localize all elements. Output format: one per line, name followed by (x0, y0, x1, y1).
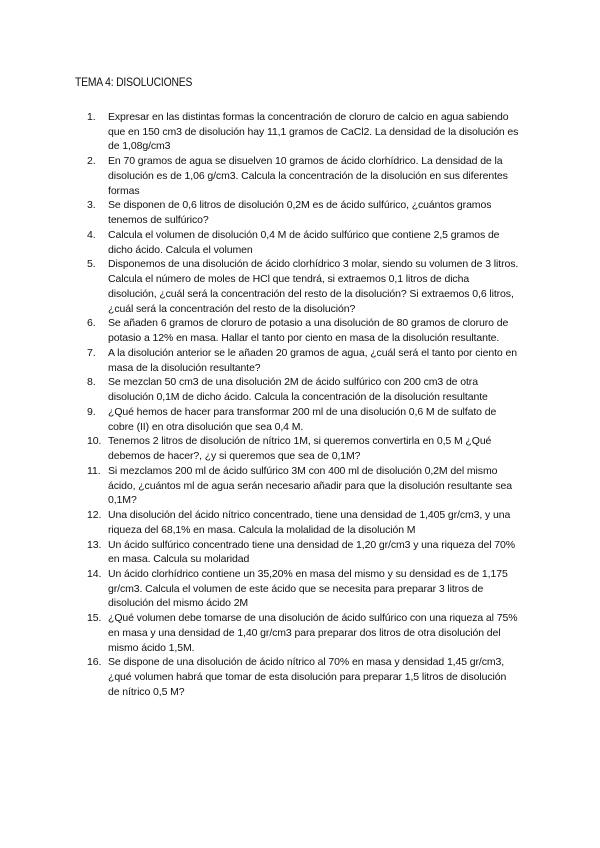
item-number: 14. (87, 568, 102, 581)
item-text: Si mezclamos 200 ml de ácido sulfúrico 3M con 400 ml de disolución 0,2M del mismo ácido, ¿cuántos ml de agua serán necesario añadir para que la disolución resultante sea 0,1M? (108, 464, 512, 507)
item-number: 8. (87, 376, 96, 389)
item-text: Un ácido sulfúrico concentrado tiene una densidad de 1,20 gr/cm3 y una riqueza del 70% en masa. Calcula su molaridad (108, 538, 516, 566)
item-number: 16. (87, 656, 102, 669)
list-item (87, 375, 519, 404)
item-number: 10. (87, 435, 102, 448)
list-item (87, 508, 519, 537)
list-item (87, 538, 519, 567)
list-item (87, 405, 519, 434)
item-text: Disponemos de una disolución de ácido clorhídrico 3 molar, siendo su volumen de 3 litros. Calcula el número de moles de HCl que tendrá, si extraemos 0,1 litros de dicha disolución, ¿cuál será la concentración del resto de la disolución? Si extraemos 0,6 litros, ¿cuál será la concentración del resto de la disolución? (108, 258, 519, 315)
item-text: Se disponen de 0,6 litros de disolución 0,2M es de ácido sulfúrico, ¿cuántos gramos tenemos de sulfúrico? (108, 199, 492, 227)
item-text: ¿Qué hemos de hacer para transformar 200 ml de una disolución 0,6 M de sulfato de cobre (II) en otra disolución que sea 0,4 M. (108, 405, 497, 433)
item-text: Una disolución del ácido nítrico concentrado, tiene una densidad de 1,405 gr/cm3, y una riqueza del 68,1% en masa. Calcula la molalidad de la disolución M (108, 509, 511, 536)
exercise-list (87, 110, 519, 700)
item-number: 15. (87, 612, 102, 625)
item-text: Expresar en las distintas formas la concentración de cloruro de calcio en agua sabiendo que en 150 cm3 de disolución hay 11,1 gramos de CaCl2. La densidad de la disolución es de 1,08g/cm3 (108, 111, 519, 153)
item-text: Se mezclan 50 cm3 de una disolución 2M de ácido sulfúrico con 200 cm3 de otra disolución 0,1M de dicho ácido. Calcula la concentración de la disolución resultante (108, 376, 488, 404)
list-item (87, 198, 519, 227)
item-number: 5. (87, 258, 96, 271)
item-text: Se dispone de una disolución de ácido nítrico al 70% en masa y densidad 1,45 gr/cm3, ¿qué volumen habrá que tomar de esta disolución para preparar 1,5 litros de disolución de nítrico 0,5 M? (108, 656, 507, 698)
list-item (87, 316, 519, 345)
list-item (87, 464, 519, 508)
list-item (87, 567, 519, 611)
list-item (87, 346, 519, 375)
item-text: Calcula el volumen de disolución 0,4 M de ácido sulfúrico que contiene 2,5 gramos de dicho ácido. Calcula el volumen (108, 228, 500, 256)
item-text: A la disolución anterior se le añaden 20 gramos de agua, ¿cuál será el tanto por ciento en masa de la disolución resultante? (108, 346, 517, 374)
item-text: ¿Qué volumen debe tomarse de una disolución de ácido sulfúrico con una riqueza al 75% en masa y una densidad de 1,40 gr/cm3 para preparar dos litros de otra disolución del mismo ácido 1,5M. (108, 612, 518, 654)
item-text: Se añaden 6 gramos de cloruro de potasio a una disolución de 80 gramos de cloruro de potasio a 12% en masa. Hallar el tanto por ciento en masa de la disolución resultante. (108, 317, 509, 345)
list-item (87, 611, 519, 655)
list-item (87, 257, 519, 316)
item-number: 12. (87, 509, 102, 522)
item-text: Tenemos 2 litros de disolución de nítrico 1M, si queremos convertirla en 0,5 M ¿Qué debemos de hacer?, ¿y si queremos que sea de 0,1M? (108, 435, 492, 463)
item-number: 11. (87, 464, 101, 477)
item-number: 1. (87, 111, 96, 123)
item-number: 6. (87, 317, 96, 330)
item-text: Un ácido clorhídrico contiene un 35,20% en masa del mismo y su densidad es de 1,175 gr/cm3. Calcula el volumen de este ácido que se necesita para preparar 3 litros de disolución del mismo ácido 2M (108, 568, 508, 610)
page-title: TEMA 4: DISOLUCIONES (75, 77, 193, 89)
list-item (87, 228, 519, 257)
list-item (87, 110, 519, 154)
list-item (87, 434, 519, 463)
item-number: 13. (87, 538, 102, 551)
item-text: En 70 gramos de agua se disuelven 10 gramos de ácido clorhídrico. La densidad de la disolución es de 1,06 g/cm3. Calcula la concentración de la disolución en sus diferentes formas (108, 155, 508, 197)
item-number: 2. (87, 155, 96, 168)
item-number: 7. (87, 346, 96, 359)
item-number: 3. (87, 199, 96, 212)
list-item (87, 154, 519, 198)
item-number: 9. (87, 405, 96, 418)
item-number: 4. (87, 228, 96, 241)
list-item (87, 655, 519, 699)
